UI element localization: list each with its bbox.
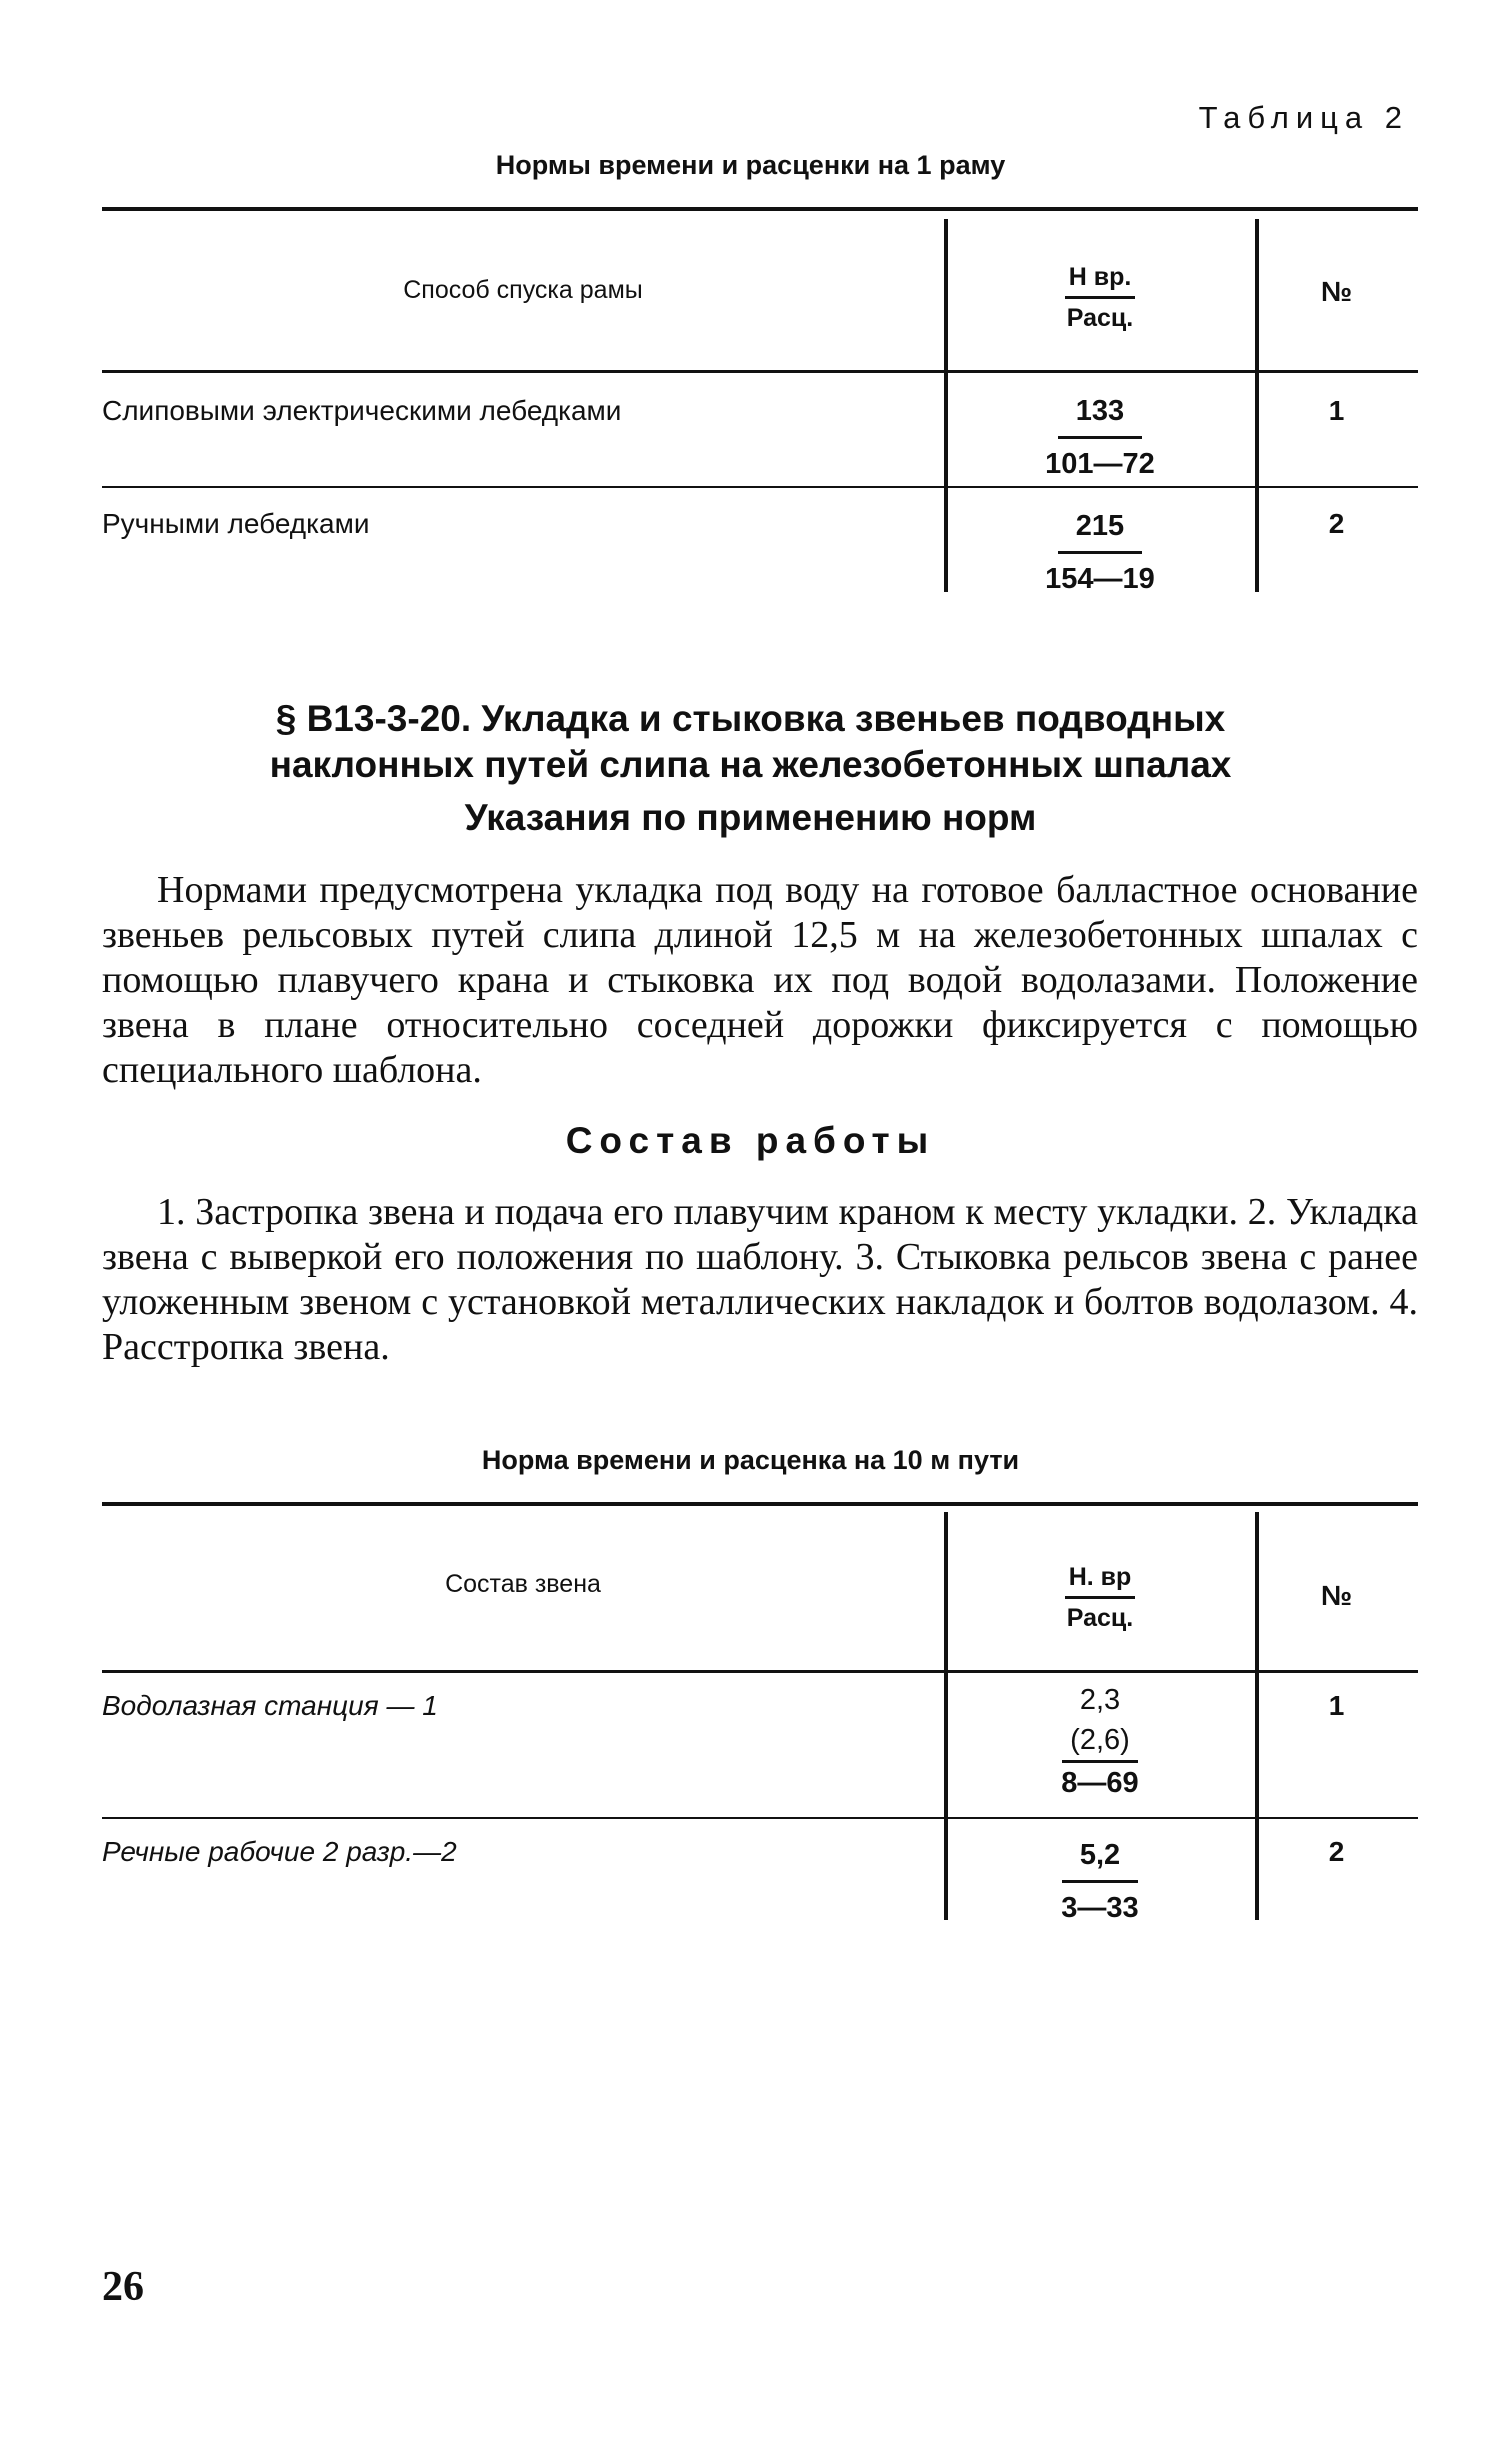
table2-col-method: Способ спуска рамы <box>403 276 643 304</box>
table2-header-rule <box>102 370 1418 373</box>
table2-row-1-norm: 133 <box>1058 386 1142 439</box>
table2-divider-1 <box>944 219 948 592</box>
table3-top-rule <box>102 1502 1418 1506</box>
table3-row-1-norm: 2,3 <box>1079 1684 1121 1716</box>
table2-row-2-fraction <box>1020 501 1180 604</box>
table3-row-1-no: 1 <box>1328 1690 1345 1721</box>
table3-col-no: № <box>1320 1580 1353 1611</box>
table2-row-2-no: 2 <box>1328 508 1345 539</box>
instructions-heading: Указания по применению норм <box>464 797 1037 838</box>
instructions-text: Нормами предусмотрена укладка под воду на готовое балластное основание звеньев рельсовых путей слипа длиной 12,5 м на железобетонных шпалах с помощью плавучего крана и стыковка их под водой водолазами. Положение звена в плане относительно соседней дорожки фиксируется с помощью специального шаблона. <box>102 869 1418 1091</box>
table3-header-rule <box>102 1670 1418 1673</box>
table2-col-norm <box>1000 258 1200 337</box>
work-heading: Состав работы <box>565 1120 936 1161</box>
table3-divider-1 <box>944 1512 948 1920</box>
table3-col-norm-bottom: Расц. <box>1066 1604 1134 1632</box>
table2-col-no: № <box>1320 276 1353 307</box>
table3-row-1-fraction <box>1020 1680 1180 1803</box>
table2-row-2-rate: 154—19 <box>1045 563 1155 595</box>
table2-row-2-norm: 215 <box>1058 501 1142 554</box>
table2-col-norm-top: Н вр. <box>1065 258 1136 299</box>
table2-col-norm-bottom: Расц. <box>1066 304 1134 332</box>
table2-row-2-method: Ручными лебедками <box>102 508 370 539</box>
table2-row-1-method: Слиповыми электрическими лебедками <box>102 395 622 426</box>
work-text: 1. Застропка звена и подача его плавучим краном к месту укладки. 2. Укладка звена с выверкой его положения по шаблону. 3. Стыковка рельсов звена с ранее уложенным звеном с установкой металлических накладок и болтов водолазом. 4. Расстропка звена. <box>102 1191 1418 1368</box>
table3-row-1-rate: 8—69 <box>1061 1767 1139 1799</box>
table2-caption: Нормы времени и расценки на 1 раму <box>495 150 1006 180</box>
table2-row-1-rate: 101—72 <box>1045 448 1155 480</box>
table3-row-2-crew: Речные рабочие 2 разр.—2 <box>102 1836 457 1867</box>
table-label: Таблица 2 <box>1198 100 1409 135</box>
table3-col-norm-top: Н. вр <box>1065 1558 1136 1599</box>
table3-row-1-norm-paren: (2,6) <box>1062 1720 1138 1763</box>
table3-row-2-fraction <box>1020 1830 1180 1933</box>
table3-row-2-no: 2 <box>1328 1836 1345 1867</box>
table3-col-crew: Состав звена <box>445 1570 601 1598</box>
table2-top-rule <box>102 207 1418 211</box>
table3-row-1-crew: Водолазная станция — 1 <box>102 1690 438 1721</box>
page-number: 26 <box>102 2264 144 2310</box>
table3-caption: Норма времени и расценка на 10 м пути <box>481 1445 1020 1475</box>
table3-row-rule <box>102 1817 1418 1819</box>
table3-row-2-rate: 3—33 <box>1061 1892 1139 1924</box>
table3-row-2-norm: 5,2 <box>1062 1830 1138 1883</box>
section-title <box>0 696 1501 788</box>
table2-row-1-no: 1 <box>1328 395 1345 426</box>
section-title-line-1: § В13-3-20. Укладка и стыковка звеньев подводных <box>275 698 1226 739</box>
section-title-line-2: наклонных путей слипа на железобетонных шпалах <box>269 744 1232 785</box>
table2-row-rule <box>102 486 1418 488</box>
table3-col-norm <box>1000 1558 1200 1637</box>
table2-row-1-fraction <box>1020 386 1180 489</box>
